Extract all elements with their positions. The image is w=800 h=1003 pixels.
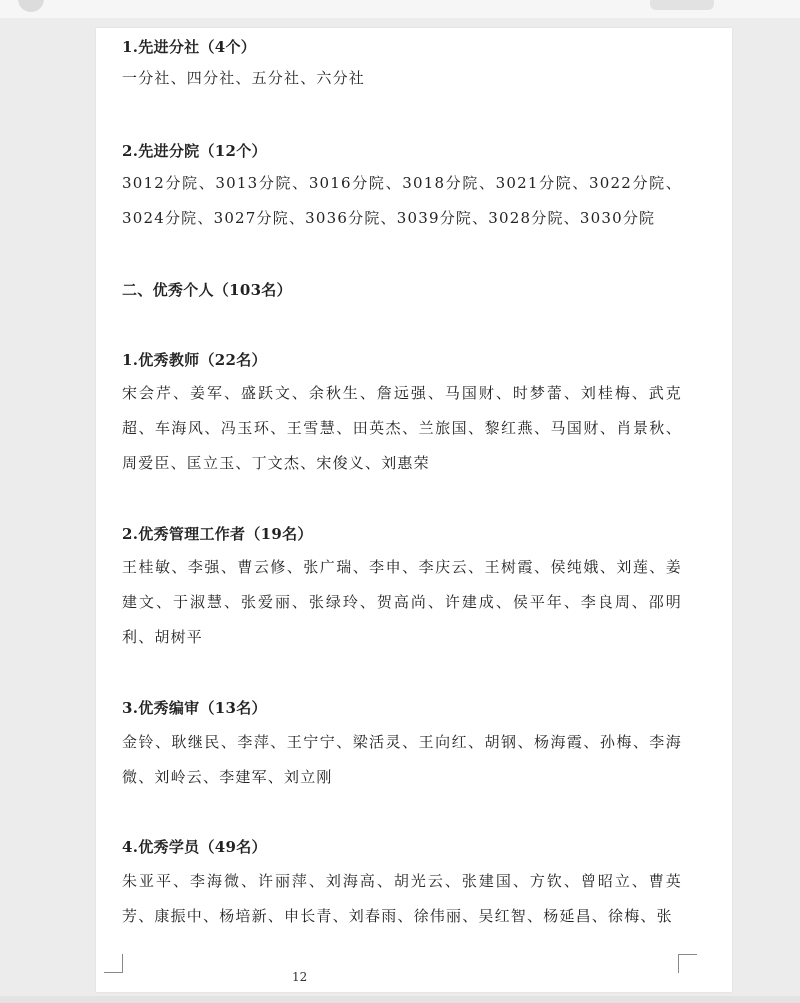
section-text: 宋会芹、姜军、盛跃文、余秋生、詹远强、马国财、时梦蕾、刘桂梅、武克超、车海风、冯玉环、王雪慧、田英杰、兰旅国、黎红燕、马国财、肖景秋、周爱臣、匡立玉、丁文杰、宋俊义、刘惠荣 [122, 384, 682, 472]
section-text: 王桂敏、李强、曹云修、张广瑞、李申、李庆云、王树霞、侯纯娥、刘莲、姜建文、于淑慧、张爱丽、张绿玲、贺高尚、许建成、侯平年、李良周、邵明利、胡树平 [122, 558, 682, 646]
viewer-toolbar [0, 0, 800, 18]
page-corner-mark-right [678, 954, 697, 973]
page-corner-mark-left [104, 954, 123, 973]
section-text: 朱亚平、李海微、许丽萍、刘海高、胡光云、张建国、方钦、曾昭立、曹英芳、康振中、杨培新、申长青、刘春雨、徐伟丽、吴红智、杨延昌、徐梅、张 [122, 872, 682, 925]
section-heading: 2.优秀管理工作者（19名） [122, 525, 313, 543]
page-number: 12 [292, 970, 308, 984]
section-text: 3012分院、3013分院、3016分院、3018分院、3021分院、3022分院、3024分院、3027分院、3036分院、3039分院、3028分院、3030分院 [122, 174, 682, 227]
section-text: 一分社、四分社、五分社、六分社 [122, 69, 366, 87]
section-text: 金铃、耿继民、李萍、王宁宁、梁活灵、王向红、胡钢、杨海霞、孙梅、李海微、刘岭云、李建军、刘立刚 [122, 733, 682, 786]
toolbar-button[interactable] [650, 0, 714, 10]
section-heading: 3.优秀编审（13名） [122, 699, 267, 717]
menu-button[interactable] [18, 0, 44, 12]
bottom-bar [0, 996, 800, 1003]
section-heading: 4.优秀学员（49名） [122, 838, 267, 856]
section-heading: 二、优秀个人（103名） [122, 281, 292, 299]
section-heading: 2.先进分院（12个） [122, 142, 267, 160]
document-page [96, 28, 732, 992]
section-heading: 1.先进分社（4个） [122, 38, 257, 56]
section-heading: 1.优秀教师（22名） [122, 351, 267, 369]
